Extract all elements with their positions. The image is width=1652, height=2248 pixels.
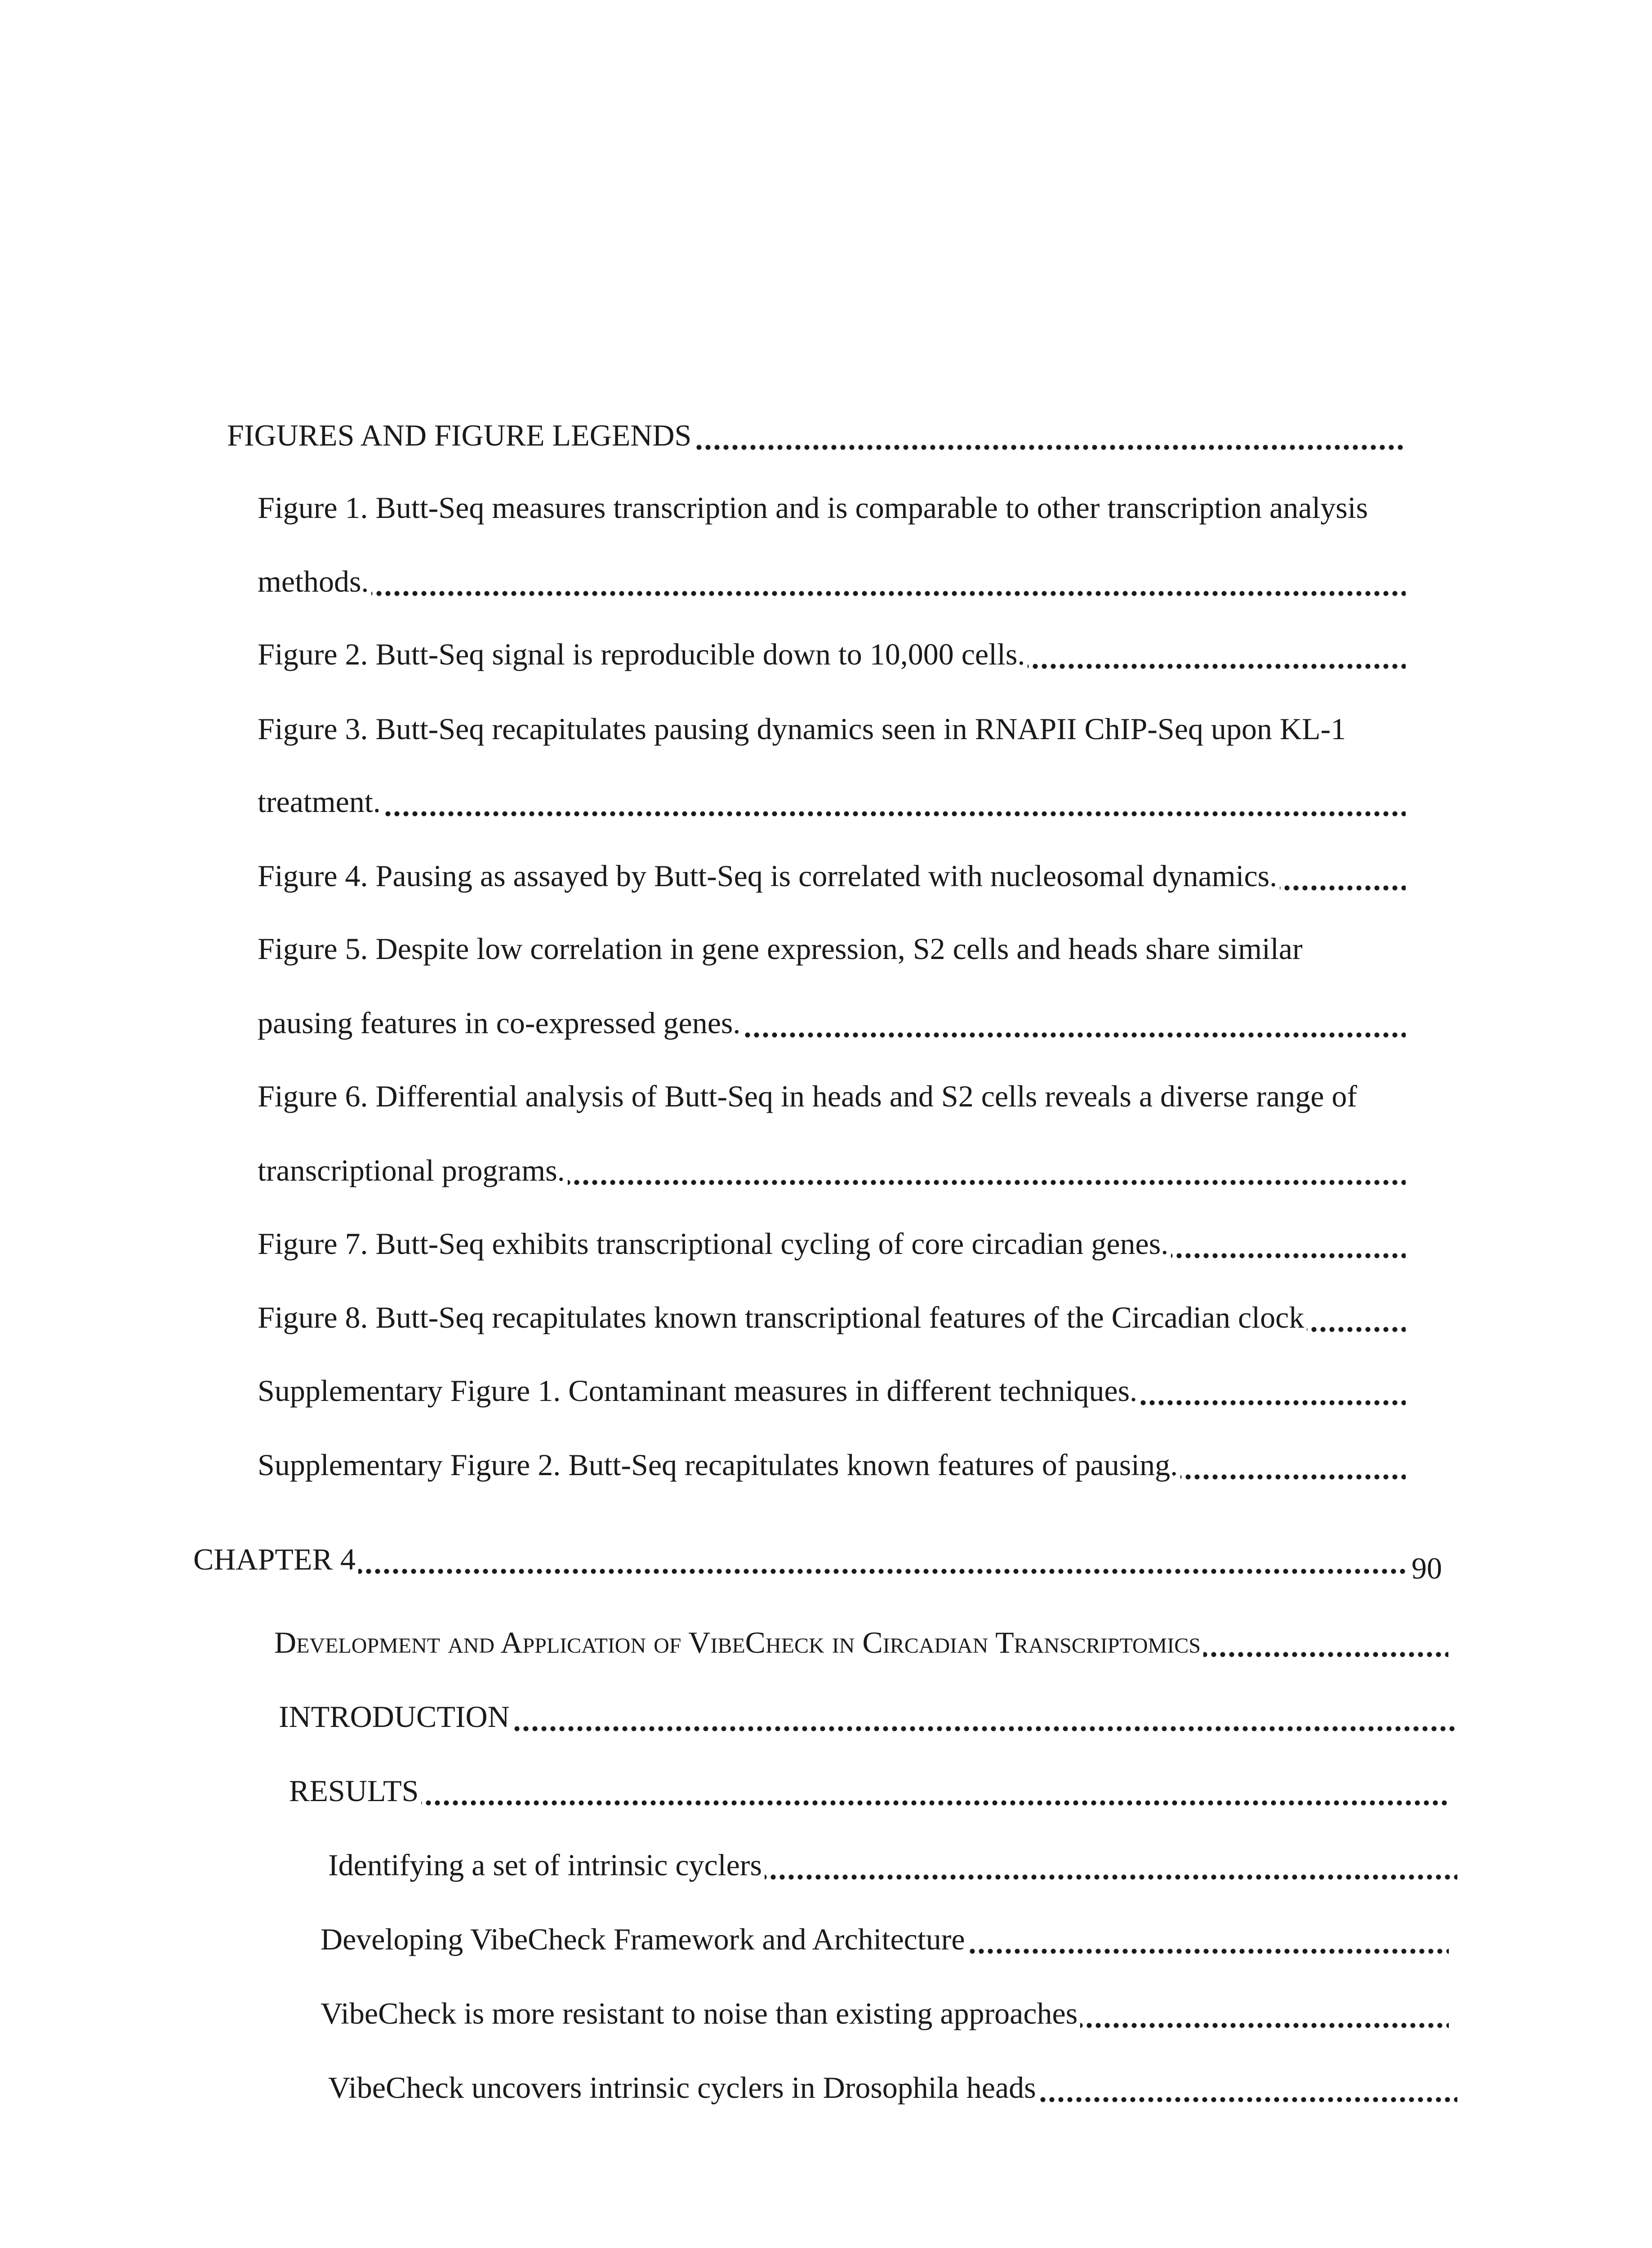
toc-entry-label: Supplementary Figure 1. Contaminant measures in different techniques.: [258, 1374, 1140, 1408]
toc-entry-chapter-title[interactable]: [274, 1624, 1448, 1660]
toc-entry-label: FIGURES AND FIGURE LEGENDS: [227, 418, 694, 452]
toc-entry-label: Identifying a set of intrinsic cyclers: [328, 1848, 765, 1882]
toc-entry-figure-6[interactable]: [258, 1078, 1435, 1114]
toc-entry-figure-3-cont[interactable]: [258, 784, 1406, 820]
toc-entry-figure-2[interactable]: [258, 636, 1406, 672]
toc-entry-results-3[interactable]: [321, 1995, 1449, 2031]
toc-entry-supp-figure-1[interactable]: [258, 1373, 1406, 1409]
toc-entry-figure-8[interactable]: [258, 1299, 1406, 1335]
toc-entry-label: Figure 5. Despite low correlation in gene expression, S2 cells and heads share similar: [258, 932, 1305, 966]
toc-entry-results-2[interactable]: [321, 1921, 1449, 1957]
toc-entry-label: Figure 4. Pausing as assayed by Butt-Seq is correlated with nucleosomal dynamics.: [258, 859, 1280, 893]
toc-entry-figure-1-cont[interactable]: [258, 563, 1406, 599]
toc-entry-results-1[interactable]: [328, 1847, 1457, 1883]
toc-entry-label: pausing features in co-expressed genes.: [258, 1006, 743, 1040]
toc-entry-label: VibeCheck is more resistant to noise than existing approaches: [321, 1996, 1080, 2030]
toc-entry-figure-5-cont[interactable]: [258, 1005, 1406, 1041]
toc-entry-label: Figure 6. Differential analysis of Butt-Seq in heads and S2 cells reveals a diverse range of: [258, 1079, 1360, 1113]
toc-entry-chapter-4[interactable]: [193, 1541, 1406, 1577]
toc-entry-label: Figure 7. Butt-Seq exhibits transcriptional cycling of core circadian genes.: [258, 1227, 1171, 1261]
toc-page-number: 90: [1412, 1551, 1442, 1585]
toc-entry-label: INTRODUCTION: [279, 1699, 512, 1734]
toc-entry-figure-6-cont[interactable]: [258, 1152, 1406, 1188]
toc-entry-label: Figure 1. Butt-Seq measures transcription and is comparable to other transcription analysis: [258, 491, 1371, 525]
toc-entry-results[interactable]: [289, 1773, 1449, 1809]
toc-entry-figures-heading[interactable]: [227, 417, 1406, 453]
toc-entry-label: treatment.: [258, 785, 383, 819]
toc-entry-label: Development and Application of VibeCheck in Circadian Transcriptomics: [274, 1625, 1203, 1659]
toc-entry-label: Figure 3. Butt-Seq recapitulates pausing dynamics seen in RNAPII ChIP-Seq upon KL-1: [258, 712, 1349, 746]
toc-entry-label: Figure 8. Butt-Seq recapitulates known transcriptional features of the Circadian clock: [258, 1300, 1307, 1334]
toc-entry-label: methods.: [258, 564, 371, 598]
toc-entry-results-4[interactable]: [328, 2070, 1457, 2105]
toc-entry-figure-3[interactable]: [258, 711, 1435, 747]
toc-entry-figure-1[interactable]: [258, 490, 1435, 526]
toc-entry-figure-5[interactable]: [258, 931, 1435, 967]
toc-entry-label: Supplementary Figure 2. Butt-Seq recapitulates known features of pausing.: [258, 1448, 1180, 1482]
toc-entry-label: RESULTS: [289, 1774, 421, 1808]
toc-entry-figure-4[interactable]: [258, 858, 1406, 894]
toc-entry-supp-figure-2[interactable]: [258, 1447, 1406, 1483]
toc-entry-label: Figure 2. Butt-Seq signal is reproducible down to 10,000 cells.: [258, 637, 1028, 671]
toc-entry-introduction[interactable]: [279, 1699, 1457, 1735]
toc-entry-label: Developing VibeCheck Framework and Architecture: [321, 1922, 968, 1956]
toc-entry-figure-7[interactable]: [258, 1226, 1406, 1262]
toc-entry-label: VibeCheck uncovers intrinsic cyclers in Drosophila heads: [328, 2070, 1039, 2105]
toc-entry-label: CHAPTER 4: [193, 1542, 358, 1576]
toc-entry-label: transcriptional programs.: [258, 1153, 568, 1187]
